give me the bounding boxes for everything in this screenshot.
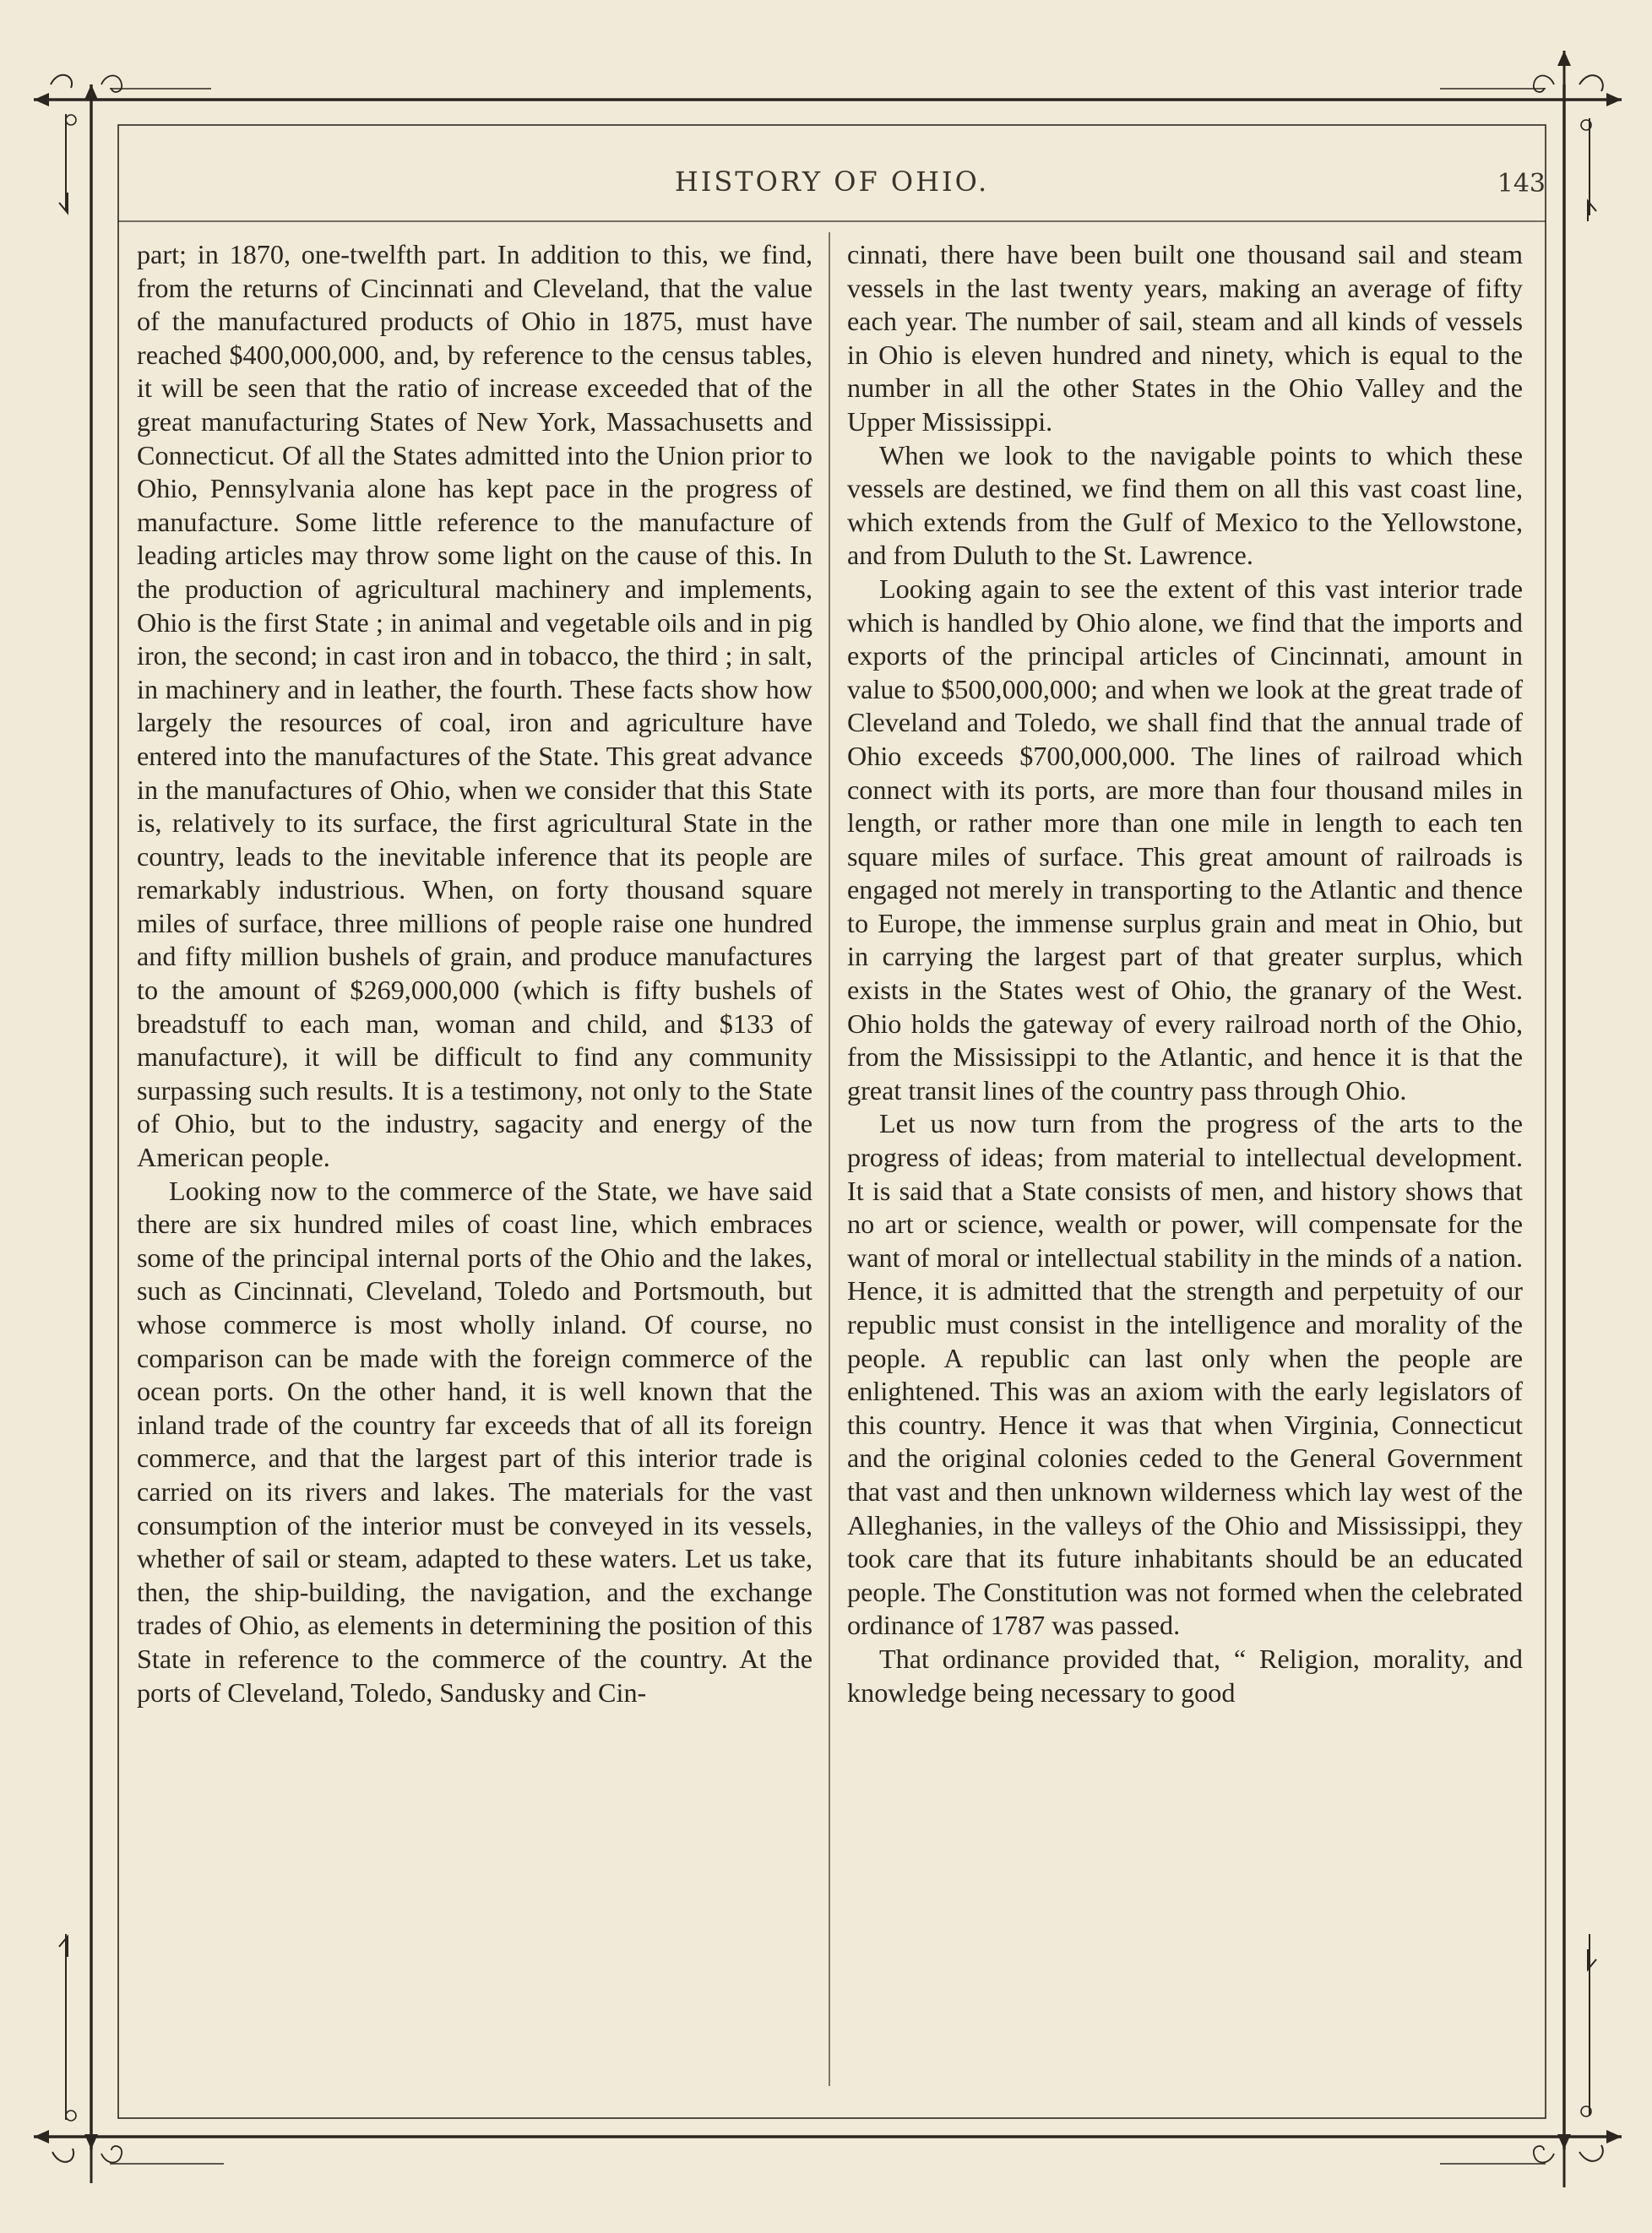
- page-header: [118, 160, 1546, 211]
- paragraph: When we look to the navigable points to which these vessels are destined, we find them on all this vast coast line, which extends from the Gulf of Mexico to the Yellowstone, and from Duluth to the St. Lawrence.: [847, 439, 1523, 571]
- left-column: [137, 238, 812, 2029]
- page-number: 143: [1497, 169, 1546, 198]
- paragraph: cinnati, there have been built one thousand sail and steam vessels in the last twenty years, making an average of fifty each year. The number of sail, steam and all kinds of vessels in Ohio is eleven hundred and ninety, which is equal to the number in all the other States in the Ohio Valley and the Upper Mississippi.: [847, 239, 1523, 437]
- running-title: HISTORY OF OHIO.: [674, 166, 990, 198]
- paragraph: Let us now turn from the progress of the arts to the progress of ideas; from material to intellectual development. It is said that a State consists of men, and history shows that no art or science, wealth or power, will compensate for the want of moral or intellectual stability in the minds of a nation. Hence, it is admitted that the strength and perpetuity of our republic must consist in the intelligence and morality of the people. A republic can last only when the people are enlightened. This was an axiom with the early legislators of this country. Hence it was that when Virginia, Connecticut and the original colonies ceded to the General Government that vast and then unknown wilderness which lay west of the Alleghanies, in the valleys of the Ohio and Mississippi, they took care that its future inhabitants should be an educated people. The Constitution was not formed when the celebrated ordinance of 1787 was passed.: [847, 1108, 1523, 1641]
- paragraph: Looking now to the commerce of the State, we have said there are six hundred miles of coast line, which embraces some of the principal internal ports of the Ohio and the lakes, such as Cincinnati, Cleveland, Toledo and Portsmouth, but whose commerce is most wholly inland. Of course, no comparison can be made with the foreign commerce of the ocean ports. On the other hand, it is well known that the inland trade of the country far exceeds that of all its foreign commerce, and that the largest part of this interior trade is carried on its rivers and lakes. The materials for the vast consumption of the interior must be conveyed in its vessels, whether of sail or steam, adapted to these waters. Let us take, then, the ship-building, the navigation, and the exchange trades of Ohio, as elements in determining the position of this State in reference to the commerce of the country. At the ports of Cleveland, Toledo, Sandusky and Cin-: [137, 1175, 812, 1708]
- right-column: [847, 238, 1523, 2029]
- paragraph: part; in 1870, one-twelfth part. In addition to this, we find, from the returns of Cincinnati and Cleveland, that the value of the manufactured products of Ohio in 1875, must have reached $400,000,000, and, by reference to the census tables, it will be seen that the ratio of increase exceeded that of the great manufacturing States of New York, Massachusetts and Connecticut. Of all the States admitted into the Union prior to Ohio, Pennsylvania alone has kept pace in the progress of manufacture. Some little reference to the manufacture of leading articles may throw some light on the cause of this. In the production of agricultural machinery and implements, Ohio is the first State ; in animal and vegetable oils and in pig iron, the second; in cast iron and in tobacco, the third ; in salt, in machinery and in leather, the fourth. These facts show how largely the resources of coal, iron and agriculture have entered into the manufactures of the State. This great advance in the manufactures of Ohio, when we consider that this State is, relatively to its surface, the first agricultural State in the country, leads to the inevitable inference that its people are remarkably industrious. When, on forty thousand square miles of surface, three millions of people raise one hundred and fifty million bushels of grain, and produce manufactures to the amount of $269,000,000 (which is fifty bushels of breadstuff to each man, woman and child, and $133 of manufacture), it will be difficult to find any community surpassing such results. It is a testimony, not only to the State of Ohio, but to the industry, sagacity and energy of the American people.: [137, 239, 812, 1173]
- paragraph: Looking again to see the extent of this vast interior trade which is handled by Ohio alone, we find that the imports and exports of the principal articles of Cincinnati, amount in value to $500,000,000; and when we look at the great trade of Cleveland and Toledo, we shall find that the annual trade of Ohio exceeds $700,000,000. The lines of railroad which connect with its ports, are more than four thousand miles in length, or rather more than one mile in length to each ten square miles of surface. This great amount of railroads is engaged not merely in transporting to the Atlantic and thence to Europe, the immense surplus grain and meat in Ohio, but in carrying the largest part of that greater surplus, which exists in the States west of Ohio, the granary of the West. Ohio holds the gateway of every railroad north of the Ohio, from the Mississippi to the Atlantic, and hence it is that the great transit lines of the country pass through Ohio.: [847, 573, 1523, 1106]
- paragraph: That ordinance provided that, “ Religion, morality, and knowledge being necessary to good: [847, 1643, 1523, 1708]
